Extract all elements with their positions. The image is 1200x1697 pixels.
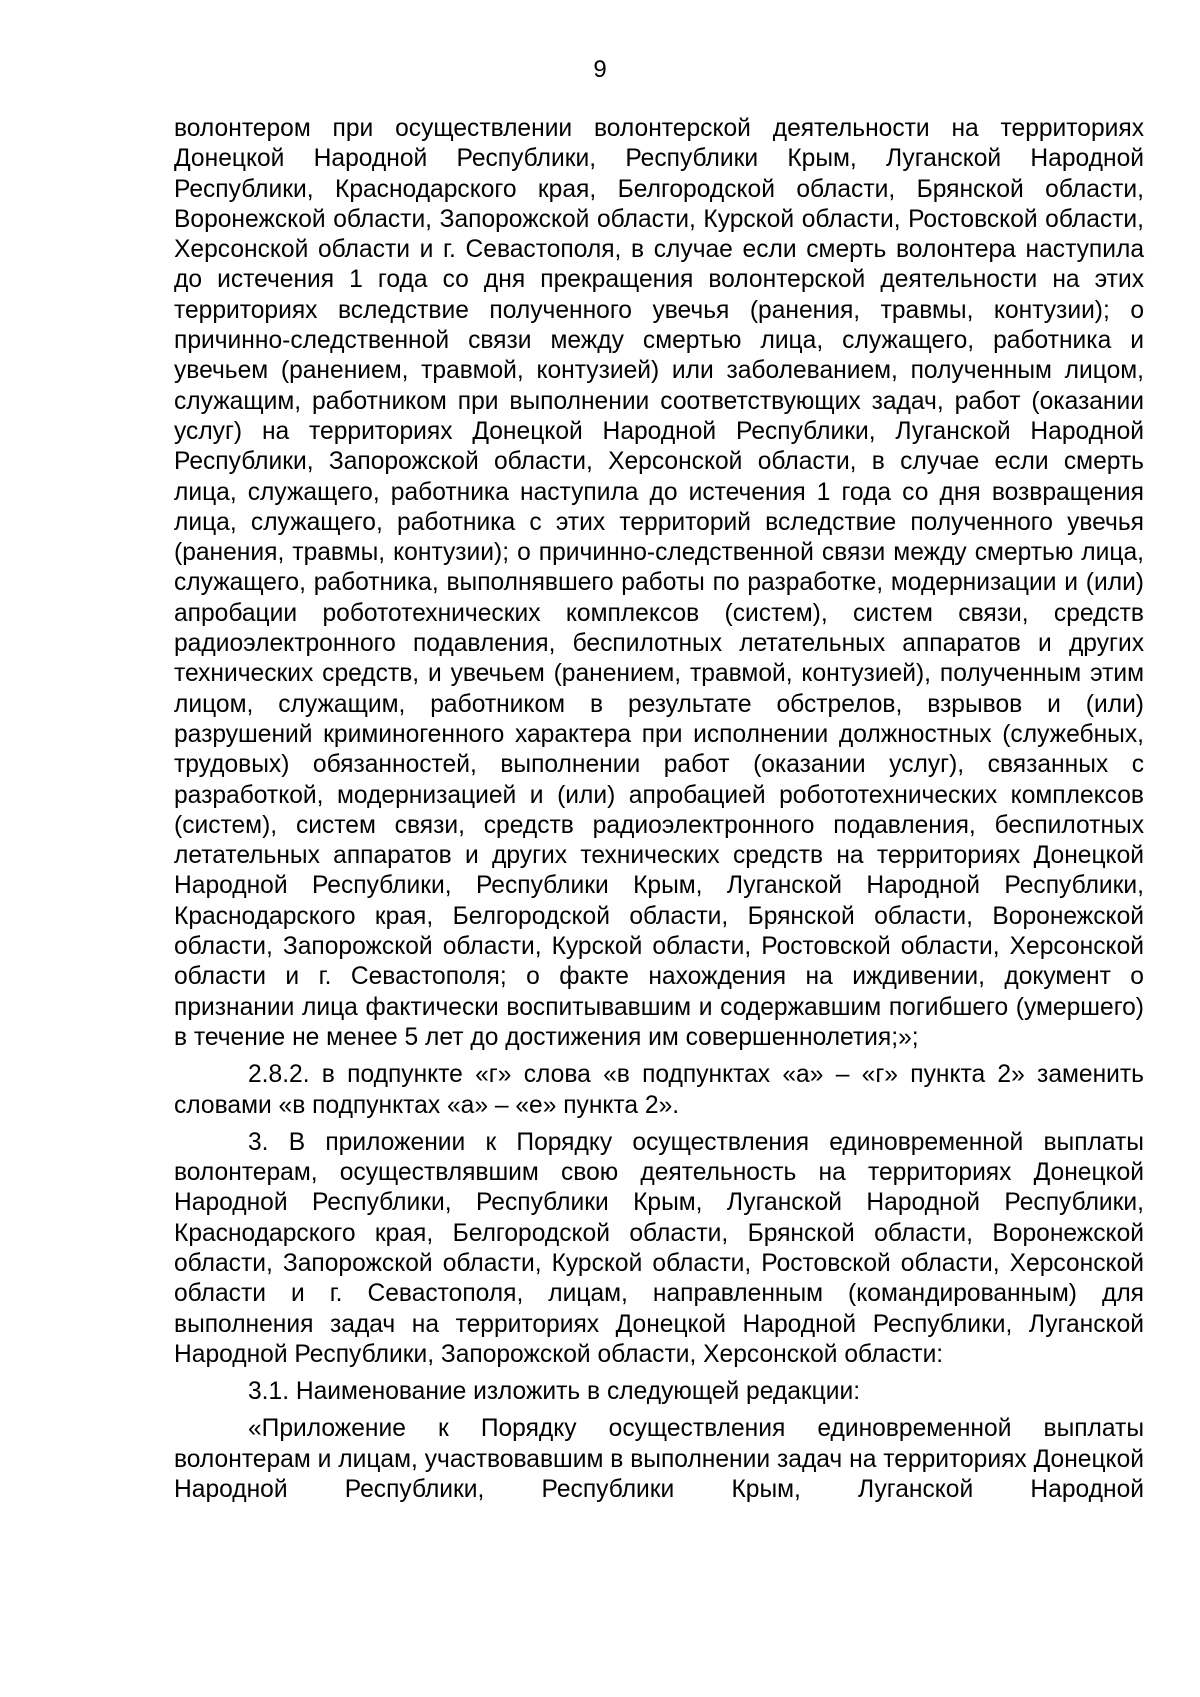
paragraph-2-8-2: 2.8.2. в подпункте «г» слова «в подпунктах «а» – «г» пункта 2» заменить словами «в подпунктах «а» – «е» пункта 2». bbox=[174, 1061, 1144, 1119]
document-body bbox=[174, 114, 1144, 1505]
paragraph-continuation: волонтером при осуществлении волонтерской деятельности на территориях Донецкой Народной Республики, Республики Крым, Луганской Народной Республики, Краснодарского края, Белгородской области, Брянской области, Воронежской области, Запорожской области, Курской области, Ростовской области, Херсонской области и г. Севастополя, в случае если смерть волонтера наступила до истечения 1 года со дня прекращения волонтерской деятельности на этих территориях вследствие полученного увечья (ранения, травмы, контузии); о причинно-следственной связи между смертью лица, служащего, работника и увечьем (ранением, травмой, контузией) или заболеванием, полученным лицом, служащим, работником при выполнении соответствующих задач, работ (оказании услуг) на территориях Донецкой Народной Республики, Луганской Народной Республики, Запорожской области, Херсонской области, в случае если смерть лица, служащего, работника наступила до истечения 1 года со дня возвращения лица, служащего, работника с этих территорий вследствие полученного увечья (ранения, травмы, контузии); о причинно-следственной связи между смертью лица, служащего, работника, выполнявшего работы по разработке, модернизации и (или) апробации робототехнических комплексов (систем), систем связи, средств радиоэлектронного подавления, беспилотных летательных аппаратов и других технических средств, и увечьем (ранением, травмой, контузией), полученным этим лицом, служащим, работником в результате обстрелов, взрывов и (или) разрушений криминогенного характера при исполнении должностных (служебных, трудовых) обязанностей, выполнении работ (оказании услуг), связанных с разработкой, модернизацией и (или) апробацией робототехнических комплексов (систем), систем связи, средств радиоэлектронного подавления, беспилотных летательных аппаратов и других технических средств на территориях Донецкой Народной Республики, Республики Крым, Луганской Народной Республики, Краснодарского края, Белгородской области, Брянской области, Воронежской области, Запорожской области, Курской области, Ростовской области, Херсонской области и г. Севастополя; о факте нахождения на иждивении, документ о признании лица фактически воспитывавшим и содержавшим погибшего (умершего) в течение не менее 5 лет до достижения им совершеннолетия;»; bbox=[174, 115, 1144, 1051]
paragraph-3-1: 3.1. Наименование изложить в следующей редакции: bbox=[248, 1378, 861, 1406]
paragraph-quoted-title: «Приложение к Порядку осуществления единовременной выплаты волонтерам и лицам, участвовавшим в выполнении задач на территориях Донецкой Народной Республики, Республики Крым, Луганской Народной bbox=[174, 1415, 1144, 1504]
page-number: 9 bbox=[593, 56, 607, 83]
paragraph-3: 3. В приложении к Порядку осуществления единовременной выплаты волонтерам, осуществлявшим свою деятельность на территориях Донецкой Народной Республики, Республики Крым, Луганской Народной Республики, Краснодарского края, Белгородской области, Брянской области, Воронежской области, Запорожской области, Курской области, Ростовской области, Херсонской области и г. Севастополя, лицам, направленным (командированным) для выполнения задач на территориях Донецкой Народной Республики, Луганской Народной Республики, Запорожской области, Херсонской области: bbox=[174, 1128, 1144, 1368]
